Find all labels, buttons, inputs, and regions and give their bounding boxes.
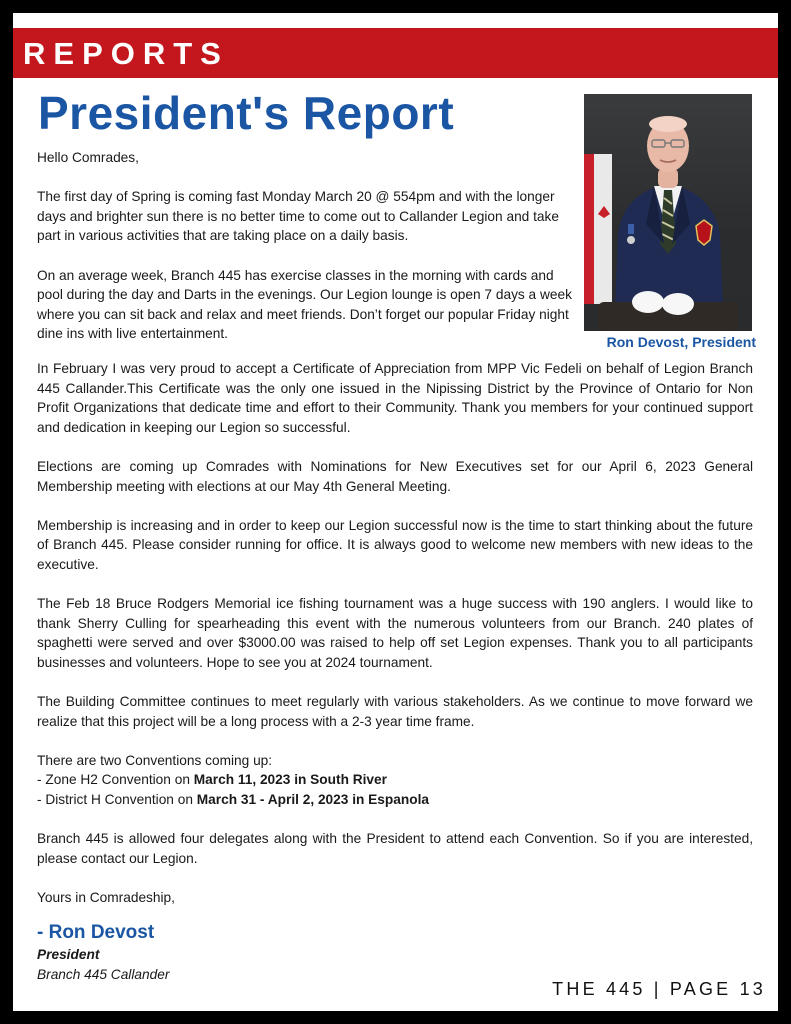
president-photo (584, 94, 752, 331)
signature-name: - Ron Devost (37, 922, 155, 943)
greeting: Hello Comrades, (37, 150, 139, 165)
conventions-intro: There are two Conventions coming up: (37, 752, 273, 768)
photo-caption: Ron Devost, President (606, 334, 756, 350)
signature-branch: Branch 445 Callander (37, 967, 170, 982)
report-paragraph: Membership is increasing and in order to keep our Legion successful now is the time to start thinking about the future of Branch 445. Please consider running for office. It is always good to welcome new members with new ideas to the executive. (37, 517, 753, 572)
page-footer: THE 445 | PAGE 13 (552, 979, 766, 999)
report-body (37, 359, 753, 927)
closing-line: Yours in Comradeship, (37, 890, 175, 906)
report-paragraph: Elections are coming up Comrades with Nominations for New Executives set for our April 6, 2023 General Membership meeting with elections at our May 4th General Meeting. (37, 458, 753, 494)
signature-title: President (37, 947, 100, 962)
report-paragraph: The Feb 18 Bruce Rodgers Memorial ice fishing tournament was a huge success with 190 anglers. I would like to thank Sherry Culling for spearheading this event with the numerous volunteers from our Branch. 240 plates of spaghetti were served and over $3000.00 was raised to help off set Legion expenses. Thank you to all participants businesses and volunteers. Hope to see you at 2024 tournament. (37, 596, 753, 670)
convention-detail: March 11, 2023 in South River (193, 772, 387, 788)
intro-paragraph: The first day of Spring is coming fast Monday March 20 @ 554pm and with the longer days and brighter sun there is no better time to come out to Callander Legion and take part in various activities that are taking place on a daily basis. (37, 189, 559, 244)
delegates-paragraph: Branch 445 is allowed four delegates along with the President to attend each Convention. So if you are interested, please contact our Legion. (37, 831, 753, 866)
convention-prefix: - Zone H2 Convention on (37, 772, 194, 788)
report-paragraph: In February I was very proud to accept a Certificate of Appreciation from MPP Vic Fedeli on behalf of Legion Branch 445 Callander.This Certificate was the only one issued in the Nipissing District by the Province of Ontario for Non Profit Organizations that dedicate time and effort to their Community. Thank you members for your continued support and dedication in keeping our Legion so successful. (37, 361, 753, 435)
conventions-block (37, 751, 753, 810)
section-banner (13, 28, 778, 78)
page (13, 13, 778, 1011)
report-paragraph: The Building Committee continues to meet regularly with various stakeholders. As we continue to move forward we realize that this project will be a long process with a 2-3 year time frame. (37, 694, 753, 729)
intro-paragraph: On an average week, Branch 445 has exercise classes in the morning with cards and pool during the day and Darts in the evenings. Our Legion lounge is open 7 days a week where you can sit back and relax and meet friends. Don’t forget our popular Friday night dine ins with live entertainment. (37, 267, 572, 342)
convention-detail: March 31 - April 2, 2023 in Espanola (196, 792, 430, 808)
convention-prefix: - District H Convention on (37, 792, 197, 808)
page-title: President's Report (38, 87, 455, 139)
banner-label: REPORTS (23, 36, 229, 71)
intro-text (37, 148, 582, 364)
